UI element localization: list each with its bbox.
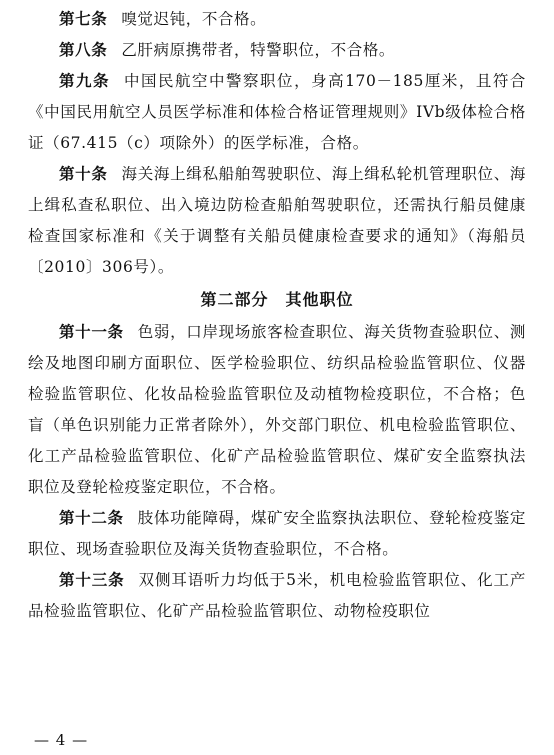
article-7 bbox=[28, 4, 526, 35]
article-label: 第八条 bbox=[59, 41, 108, 59]
article-10 bbox=[28, 159, 526, 283]
article-text: 嗅觉迟钝，不合格。 bbox=[121, 10, 267, 28]
part-heading: 第二部分 其他职位 bbox=[200, 290, 354, 309]
article-label: 第七条 bbox=[59, 10, 108, 28]
article-13 bbox=[28, 565, 526, 627]
page-number: — 4 — bbox=[34, 731, 89, 749]
article-11 bbox=[28, 317, 526, 503]
article-label: 第十一条 bbox=[59, 323, 124, 341]
article-label: 第十三条 bbox=[59, 571, 125, 589]
article-text: 海关海上缉私船舶驾驶职位、海上缉私轮机管理职位、海上缉私查私职位、出入境边防检查船舶驾驶职位，还需执行船员健康检查国家标准和《关于调整有关船员健康检查要求的通知》（海船员〔2010〕306号）。 bbox=[28, 165, 526, 276]
article-text: 中国民航空中警察职位，身高170－185厘米，且符合《中国民用航空人员医学标准和体检合格证管理规则》IVb级体检合格证（67.415（c）项除外）的医学标准，合格。 bbox=[28, 72, 526, 152]
article-label: 第十二条 bbox=[59, 509, 124, 527]
article-text: 乙肝病原携带者，特警职位，不合格。 bbox=[121, 41, 396, 59]
article-9 bbox=[28, 66, 526, 159]
article-text: 色弱，口岸现场旅客检查职位、海关货物查验职位、测绘及地图印刷方面职位、医学检验职位、纺织品检验监管职位、仪器检验监管职位、化妆品检验监管职位及动植物检疫职位，不合格；色盲（单色识别能力正常者除外），外交部门职位、机电检验监管职位、化工产品检验监管职位、化矿产品检验监管职位、煤矿安全监察执法职位及登轮检疫鉴定职位，不合格。 bbox=[28, 323, 526, 496]
article-label: 第十条 bbox=[59, 165, 108, 183]
article-label: 第九条 bbox=[59, 72, 111, 90]
article-text: 双侧耳语听力均低于5米，机电检验监管职位、化工产品检验监管职位、化矿产品检验监管职位、动物检疫职位 bbox=[28, 571, 526, 620]
article-text: 肢体功能障碍，煤矿安全监察执法职位、登轮检疫鉴定职位、现场查验职位及海关货物查验职位，不合格。 bbox=[28, 509, 526, 558]
article-8 bbox=[28, 35, 526, 66]
article-12 bbox=[28, 503, 526, 565]
